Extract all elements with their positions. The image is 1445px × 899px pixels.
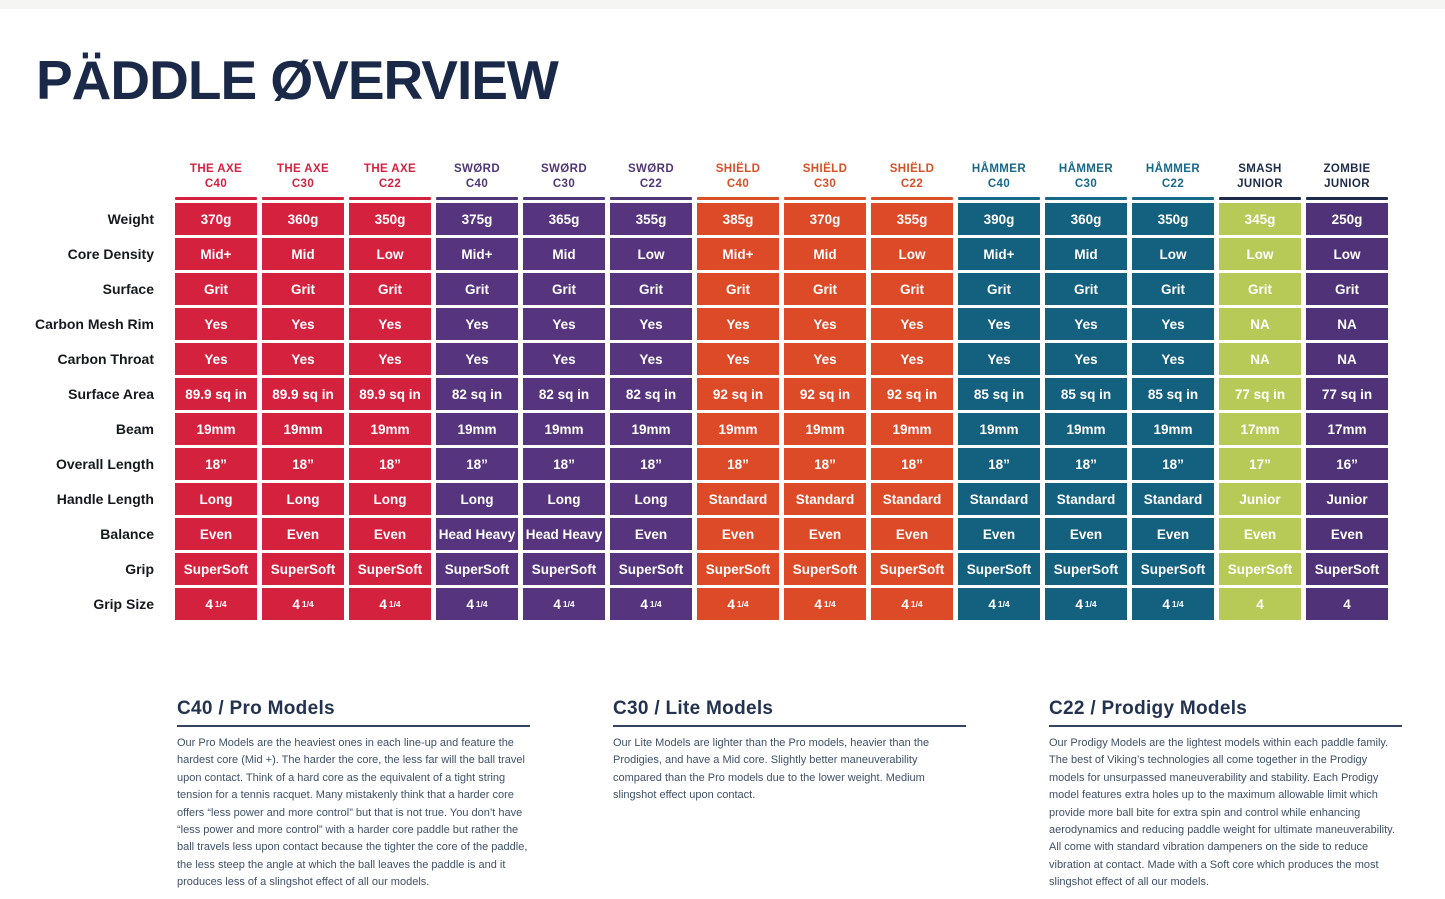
table-cell: Mid+	[436, 238, 518, 270]
table-cell: SuperSoft	[436, 553, 518, 585]
row-label: Core Density	[67, 246, 154, 262]
table-cell: 4 1/4	[1132, 588, 1214, 620]
table-cell: 19mm	[958, 413, 1040, 445]
table-cell: Even	[610, 518, 692, 550]
table-cell: NA	[1219, 343, 1301, 375]
section-body: Our Prodigy Models are the lightest models within each paddle family. The best of Viking’s technologies all come together in the Prodigy models for unsurpassed maneuverability and stability. Each Prodigy model features extra holes up to the maximum allowable limit which provide more ball bite for extra spin and control while enhancing aerodynamics and reducing paddle weight for ultimate maneuverability. All come with standard vibration dampeners on the side to reduce vibration at contact. Made with a Soft core which produces the most slingshot effect of all our models.	[1049, 737, 1395, 888]
table-cell: 4 1/4	[610, 588, 692, 620]
table-cell: Yes	[871, 308, 953, 340]
table-cell: Standard	[697, 483, 779, 515]
table-cell: 77 sq in	[1219, 378, 1301, 410]
table-cell: Low	[610, 238, 692, 270]
section-heading: C40 / Pro Models	[177, 698, 335, 719]
table-cell: NA	[1219, 308, 1301, 340]
table-cell: Mid+	[175, 238, 257, 270]
table-cell: Even	[262, 518, 344, 550]
table-cell: 19mm	[697, 413, 779, 445]
table-cell: 375g	[436, 203, 518, 235]
row-label: Handle Length	[56, 491, 154, 507]
column-underline	[958, 197, 1040, 200]
row-label: Weight	[107, 211, 154, 227]
column-header	[784, 150, 866, 200]
table-cell: SuperSoft	[610, 553, 692, 585]
row-label: Beam	[115, 421, 154, 437]
column-subname: C30	[552, 178, 576, 191]
table-cell: Mid	[1045, 238, 1127, 270]
column-header	[871, 150, 953, 200]
section-prodigy-models	[1049, 698, 1402, 891]
table-cell: 85 sq in	[1045, 378, 1127, 410]
column-header	[349, 150, 431, 200]
table-cell: Head Heavy	[436, 518, 518, 550]
table-cell: 77 sq in	[1306, 378, 1388, 410]
table-cell: 19mm	[1045, 413, 1127, 445]
column-name: ZOMBIE	[1323, 163, 1371, 176]
column-header	[1306, 150, 1388, 200]
column-subname: C22	[900, 178, 924, 191]
table-cell: 4 1/4	[958, 588, 1040, 620]
column-name: HÅMMER	[1058, 163, 1114, 176]
table-cell: 350g	[349, 203, 431, 235]
table-cell: Mid	[262, 238, 344, 270]
section-heading: C30 / Lite Models	[613, 698, 774, 719]
table-cell: Standard	[871, 483, 953, 515]
column-header	[697, 150, 779, 200]
table-cell: 92 sq in	[784, 378, 866, 410]
table-cell: 18”	[958, 448, 1040, 480]
table-cell: 89.9 sq in	[175, 378, 257, 410]
column-header	[1132, 150, 1214, 200]
table-cell: Even	[697, 518, 779, 550]
table-cell: Low	[1132, 238, 1214, 270]
table-cell: 85 sq in	[958, 378, 1040, 410]
table-cell: Yes	[349, 308, 431, 340]
table-cell: SuperSoft	[1132, 553, 1214, 585]
table-cell: Grit	[523, 273, 605, 305]
table-cell: 17mm	[1219, 413, 1301, 445]
table-cell: Yes	[1132, 343, 1214, 375]
section-lite-models	[613, 698, 966, 891]
table-cell: 4 1/4	[1045, 588, 1127, 620]
table-cell: 360g	[262, 203, 344, 235]
table-cell: Yes	[1045, 308, 1127, 340]
row-label: Grip Size	[93, 596, 154, 612]
table-cell: SuperSoft	[1306, 553, 1388, 585]
table-cell: Yes	[697, 308, 779, 340]
table-cell: Even	[871, 518, 953, 550]
table-cell: Head Heavy	[523, 518, 605, 550]
table-cell: SuperSoft	[1219, 553, 1301, 585]
table-cell: Yes	[610, 308, 692, 340]
table-cell: Yes	[523, 308, 605, 340]
table-cell: 4 1/4	[262, 588, 344, 620]
table-cell: 85 sq in	[1132, 378, 1214, 410]
table-cell: 4 1/4	[436, 588, 518, 620]
table-cell: Yes	[871, 343, 953, 375]
column-subname: C30	[813, 178, 837, 191]
table-cell: Yes	[1132, 308, 1214, 340]
column-subname: C40	[204, 178, 228, 191]
row-label: Balance	[100, 526, 154, 542]
column-name: SHIËLD	[715, 163, 761, 176]
column-underline	[1219, 197, 1301, 200]
section-body: Our Lite Models are lighter than the Pro models, heavier than the Prodigies, and have a Mid core. Slightly better maneuverability compared than the Pro models due to the lower weight. Medium slingshot effect upon contact.	[613, 737, 930, 802]
table-cell: Yes	[523, 343, 605, 375]
column-underline	[871, 197, 953, 200]
column-name: SHIËLD	[889, 163, 935, 176]
column-subname: JUNIOR	[1237, 178, 1283, 191]
table-cell: 370g	[175, 203, 257, 235]
table-cell: 18”	[436, 448, 518, 480]
table-cell: Mid+	[958, 238, 1040, 270]
table-cell: 19mm	[175, 413, 257, 445]
table-cell: SuperSoft	[784, 553, 866, 585]
section-pro-models	[177, 698, 530, 891]
table-cell: 18”	[610, 448, 692, 480]
table-cell: 18”	[523, 448, 605, 480]
paddle-table	[20, 150, 1388, 620]
table-cell: Yes	[175, 308, 257, 340]
table-cell: Low	[1219, 238, 1301, 270]
column-subname: C22	[639, 178, 663, 191]
table-cell: NA	[1306, 343, 1388, 375]
table-cell: 19mm	[784, 413, 866, 445]
table-cell: SuperSoft	[523, 553, 605, 585]
table-cell: Yes	[436, 343, 518, 375]
table-cell: 4 1/4	[523, 588, 605, 620]
table-cell: Even	[784, 518, 866, 550]
table-cell: 355g	[871, 203, 953, 235]
column-underline	[697, 197, 779, 200]
column-subname: C40	[987, 178, 1011, 191]
column-underline	[610, 197, 692, 200]
table-cell: Grit	[436, 273, 518, 305]
table-cell: 17mm	[1306, 413, 1388, 445]
table-cell: SuperSoft	[958, 553, 1040, 585]
table-cell: 19mm	[1132, 413, 1214, 445]
table-cell: Even	[349, 518, 431, 550]
table-cell: Mid+	[697, 238, 779, 270]
table-cell: 4 1/4	[784, 588, 866, 620]
table-cell: 89.9 sq in	[349, 378, 431, 410]
column-underline	[1306, 197, 1388, 200]
table-cell: SuperSoft	[349, 553, 431, 585]
table-cell: Low	[1306, 238, 1388, 270]
table-cell: 82 sq in	[523, 378, 605, 410]
table-cell: 360g	[1045, 203, 1127, 235]
table-cell: Yes	[784, 343, 866, 375]
table-cell: 4 1/4	[697, 588, 779, 620]
table-cell: Grit	[349, 273, 431, 305]
column-underline	[262, 197, 344, 200]
column-underline	[1045, 197, 1127, 200]
table-cell: Grit	[1219, 273, 1301, 305]
column-subname: C40	[465, 178, 489, 191]
table-cell: Grit	[697, 273, 779, 305]
table-cell: Yes	[697, 343, 779, 375]
table-cell: Junior	[1306, 483, 1388, 515]
table-cell: 18”	[697, 448, 779, 480]
table-cell: 4 1/4	[175, 588, 257, 620]
column-subname: C40	[726, 178, 750, 191]
column-name: SHIËLD	[802, 163, 848, 176]
table-cell: 17”	[1219, 448, 1301, 480]
column-header	[175, 150, 257, 200]
table-cell: 355g	[610, 203, 692, 235]
page-title: PÄDDLE ØVERVIEW	[36, 49, 558, 111]
table-cell: Long	[610, 483, 692, 515]
column-header	[436, 150, 518, 200]
section-rule	[613, 725, 966, 727]
column-name: HÅMMER	[1145, 163, 1201, 176]
table-cell: Grit	[610, 273, 692, 305]
table-cell: Long	[436, 483, 518, 515]
table-cell: 19mm	[436, 413, 518, 445]
column-underline	[1132, 197, 1214, 200]
table-cell: Yes	[958, 343, 1040, 375]
table-cell: 82 sq in	[436, 378, 518, 410]
column-subname: C30	[291, 178, 315, 191]
column-subname: C30	[1074, 178, 1098, 191]
table-cell: 92 sq in	[697, 378, 779, 410]
column-underline	[175, 197, 257, 200]
table-cell: 18”	[784, 448, 866, 480]
table-cell: Even	[175, 518, 257, 550]
table-cell: Yes	[958, 308, 1040, 340]
table-cell: Mid	[784, 238, 866, 270]
column-subname: C22	[1161, 178, 1185, 191]
row-label: Overall Length	[55, 456, 154, 472]
column-name: SWØRD	[627, 163, 675, 176]
table-cell: Long	[262, 483, 344, 515]
table-cell: Grit	[1306, 273, 1388, 305]
table-cell: 82 sq in	[610, 378, 692, 410]
table-cell: Junior	[1219, 483, 1301, 515]
table-cell: 19mm	[871, 413, 953, 445]
table-cell: 18”	[1045, 448, 1127, 480]
column-header	[1219, 150, 1301, 200]
table-corner	[20, 150, 170, 200]
column-header	[610, 150, 692, 200]
column-header	[958, 150, 1040, 200]
table-cell: 4 1/4	[349, 588, 431, 620]
table-cell: SuperSoft	[871, 553, 953, 585]
table-cell: 18”	[262, 448, 344, 480]
table-cell: 18”	[1132, 448, 1214, 480]
table-cell: 92 sq in	[871, 378, 953, 410]
table-cell: Yes	[349, 343, 431, 375]
table-cell: 18”	[871, 448, 953, 480]
table-cell: Standard	[958, 483, 1040, 515]
table-cell: Yes	[1045, 343, 1127, 375]
column-underline	[523, 197, 605, 200]
table-cell: 390g	[958, 203, 1040, 235]
column-name: SWØRD	[453, 163, 501, 176]
table-cell: Grit	[784, 273, 866, 305]
table-cell: 4	[1219, 588, 1301, 620]
table-cell: Grit	[1045, 273, 1127, 305]
table-cell: Even	[958, 518, 1040, 550]
table-cell: SuperSoft	[175, 553, 257, 585]
section-body: Our Pro Models are the heaviest ones in each line-up and feature the hardest core (Mid +). The harder the core, the less far will the ball travel upon contact. Think of a hard core as the equivalent of a tight string tension for a tennis racquet. Many mistakenly think that a harder core offers “less power and more control” but that is not true. You don’t have “less power and more control” with a harder core paddle but rather the ball travels less upon contact because the tighter the core of the paddle, the less steep the angle at which the ball leaves the paddle is and it produces less of a slingshot effect of all our models.	[177, 737, 528, 888]
column-name: HÅMMER	[971, 163, 1027, 176]
table-cell: SuperSoft	[262, 553, 344, 585]
table-cell: 19mm	[349, 413, 431, 445]
table-cell: Even	[1306, 518, 1388, 550]
column-subname: C22	[378, 178, 402, 191]
table-cell: 18”	[175, 448, 257, 480]
column-subname: JUNIOR	[1324, 178, 1370, 191]
table-cell: Standard	[1132, 483, 1214, 515]
table-cell: 19mm	[523, 413, 605, 445]
column-header	[523, 150, 605, 200]
table-cell: 19mm	[262, 413, 344, 445]
table-cell: Standard	[1045, 483, 1127, 515]
table-cell: Grit	[871, 273, 953, 305]
table-cell: Yes	[262, 343, 344, 375]
table-cell: Long	[349, 483, 431, 515]
table-cell: NA	[1306, 308, 1388, 340]
table-cell: Yes	[175, 343, 257, 375]
table-cell: 370g	[784, 203, 866, 235]
table-cell: Even	[1132, 518, 1214, 550]
column-name: THE AXE	[363, 163, 417, 176]
column-underline	[784, 197, 866, 200]
table-cell: Grit	[958, 273, 1040, 305]
table-cell: Long	[523, 483, 605, 515]
column-underline	[349, 197, 431, 200]
top-edge-strip	[0, 0, 1445, 9]
table-cell: Yes	[436, 308, 518, 340]
table-cell: Low	[871, 238, 953, 270]
table-cell: 350g	[1132, 203, 1214, 235]
table-cell: SuperSoft	[1045, 553, 1127, 585]
table-cell: Mid	[523, 238, 605, 270]
column-underline	[436, 197, 518, 200]
table-cell: 4 1/4	[871, 588, 953, 620]
column-header	[262, 150, 344, 200]
table-cell: 365g	[523, 203, 605, 235]
row-label: Surface	[102, 281, 154, 297]
table-cell: Long	[175, 483, 257, 515]
table-cell: Yes	[262, 308, 344, 340]
row-label: Carbon Throat	[57, 351, 154, 367]
table-cell: 89.9 sq in	[262, 378, 344, 410]
column-name: THE AXE	[189, 163, 243, 176]
table-cell: Even	[1219, 518, 1301, 550]
table-cell: Even	[1045, 518, 1127, 550]
table-cell: 19mm	[610, 413, 692, 445]
section-rule	[177, 725, 530, 727]
table-cell: 345g	[1219, 203, 1301, 235]
section-rule	[1049, 725, 1402, 727]
row-label: Carbon Mesh Rim	[34, 316, 154, 332]
table-cell: Low	[349, 238, 431, 270]
column-name: THE AXE	[276, 163, 330, 176]
column-header	[1045, 150, 1127, 200]
table-cell: 250g	[1306, 203, 1388, 235]
table-cell: Grit	[262, 273, 344, 305]
row-label: Grip	[125, 561, 154, 577]
table-cell: Grit	[1132, 273, 1214, 305]
table-cell: 385g	[697, 203, 779, 235]
table-cell: Standard	[784, 483, 866, 515]
table-cell: Yes	[610, 343, 692, 375]
column-name: SWØRD	[540, 163, 588, 176]
section-heading: C22 / Prodigy Models	[1049, 698, 1248, 719]
table-cell: SuperSoft	[697, 553, 779, 585]
column-name: SMASH	[1238, 163, 1282, 176]
row-label: Surface Area	[68, 386, 154, 402]
model-descriptions	[177, 698, 1402, 891]
table-cell: 18”	[349, 448, 431, 480]
table-cell: 16”	[1306, 448, 1388, 480]
table-cell: 4	[1306, 588, 1388, 620]
table-cell: Grit	[175, 273, 257, 305]
table-cell: Yes	[784, 308, 866, 340]
